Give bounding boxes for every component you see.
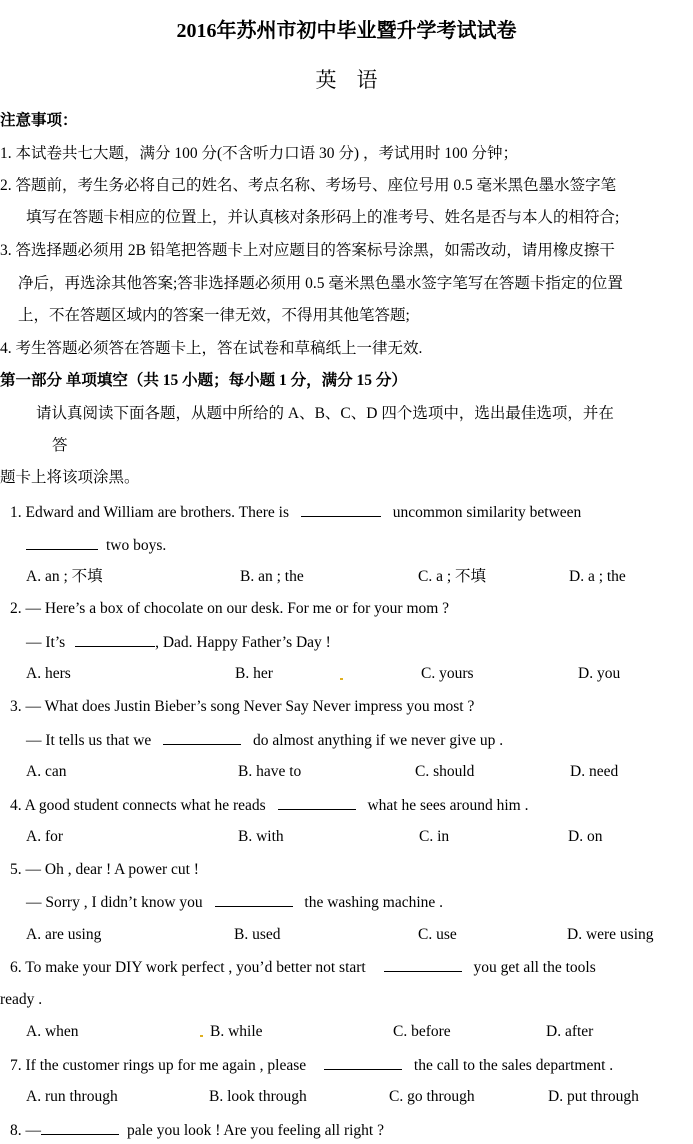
question-6-text-b: you get all the tools [473, 959, 596, 976]
answer-blank [163, 729, 241, 745]
question-3-option-b: B. have to [238, 763, 302, 780]
question-2-line-1: 2. — Here’s a box of chocolate on our desk. For me or for your mom ? [10, 600, 450, 617]
part1-instruction-line-2: 答 [52, 437, 68, 454]
question-1-option-b: B. an ; the [240, 568, 304, 585]
note-2-line-2: 填写在答题卡相应的位置上，并认真核对条形码上的准考号、姓名是否与本人的相符合; [26, 209, 620, 226]
answer-blank [301, 501, 381, 517]
question-5-text-b: the washing machine . [304, 894, 444, 911]
question-2-text-a: — It’s [26, 634, 66, 651]
question-6-line-1 [10, 956, 596, 979]
question-2-option-d: D. you [578, 665, 621, 682]
answer-blank [384, 956, 462, 972]
notes-heading: 注意事项： [0, 112, 78, 129]
part1-instruction-line-3: 题卡上将该项涂黑。 [0, 469, 140, 486]
question-7-text-b: the call to the sales department . [413, 1057, 614, 1074]
question-3-line-1: 3. — What does Justin Bieber’s song Never Say Never impress you most ? [10, 698, 475, 715]
question-6-option-d: D. after [546, 1023, 594, 1040]
question-7-option-c: C. go through [389, 1088, 475, 1105]
answer-blank [215, 891, 293, 907]
question-7-option-b: B. look through [209, 1088, 307, 1105]
question-7-option-d: D. put through [548, 1088, 639, 1105]
question-3-option-a: A. can [26, 763, 67, 780]
answer-blank [41, 1119, 119, 1135]
question-1-line-2 [26, 534, 166, 557]
scan-speck [200, 1035, 203, 1037]
note-3-line-1: 3. 答选择题必须用 2B 铅笔把答题卡上对应题目的答案标号涂黑，如需改动，请用橡皮擦干 [0, 242, 615, 259]
note-3-line-2: 净后，再选涂其他答案;答非选择题必须用 0.5 毫米黑色墨水签字笔写在答题卡指定的位置 [18, 275, 623, 292]
question-4-option-a: A. for [26, 828, 64, 845]
question-7-line-1 [10, 1054, 613, 1077]
answer-blank [324, 1054, 402, 1070]
question-6-text-a: 6. To make your DIY work perfect , you’d better not start [10, 959, 366, 976]
question-2-option-b: B. her [235, 665, 273, 682]
note-1: 1. 本试卷共七大题，满分 100 分(不含听力口语 30 分) ，考试用时 100 分钟； [0, 145, 518, 162]
question-8-text-b: pale you look ! Are you feeling all right ? [127, 1122, 384, 1139]
answer-blank [26, 534, 98, 550]
question-2-option-a: A. hers [26, 665, 71, 682]
question-6-option-c: C. before [393, 1023, 451, 1040]
question-1-line-1 [10, 501, 581, 524]
question-3-text-a: — It tells us that we [26, 732, 152, 749]
question-1-option-d: D. a ; the [569, 568, 626, 585]
question-7-text-a: 7. If the customer rings up for me again , please [10, 1057, 307, 1074]
question-5-option-a: A. are using [26, 926, 102, 943]
question-4-line-1 [10, 794, 528, 817]
question-5-option-b: B. used [234, 926, 281, 943]
note-4: 4. 考生答题必须答在答题卡上，答在试卷和草稿纸上一律无效. [0, 340, 423, 357]
question-3-text-b: do almost anything if we never give up . [253, 732, 504, 749]
note-2-line-1: 2. 答题前，考生务必将自己的姓名、考点名称、考场号、座位号用 0.5 毫米黑色墨水签字笔 [0, 177, 617, 194]
answer-blank [75, 631, 155, 647]
part1-heading: 第一部分 单项填空（共 15 小题；每小题 1 分，满分 15 分） [0, 372, 407, 389]
note-3-line-3: 上，不在答题区域内的答案一律无效，不得用其他笔答题; [18, 307, 410, 324]
question-3-option-c: C. should [415, 763, 475, 780]
question-5-line-2 [26, 891, 443, 914]
exam-title: 2016年苏州市初中毕业暨升学考试试卷 [176, 20, 517, 42]
question-6-line-2: ready . [0, 991, 43, 1008]
question-1-text-a: 1. Edward and William are brothers. There is [10, 504, 290, 521]
question-4-option-b: B. with [238, 828, 284, 845]
question-4-text-a: 4. A good student connects what he reads [10, 797, 266, 814]
question-4-option-d: D. on [568, 828, 603, 845]
question-4-text-b: what he sees around him . [367, 797, 529, 814]
question-5-option-c: C. use [418, 926, 457, 943]
question-8-line-1 [10, 1119, 384, 1142]
question-2-text-b: , Dad. Happy Father’s Day ! [155, 634, 331, 651]
question-5-text-a: — Sorry , I didn’t know you [26, 894, 203, 911]
question-6-option-a: A. when [26, 1023, 79, 1040]
question-1-option-a: A. an ; 不填 [26, 568, 103, 585]
question-2-line-2 [26, 631, 331, 654]
question-4-option-c: C. in [419, 828, 450, 845]
part1-instruction-line-1: 请认真阅读下面各题，从题中所给的 A、B、C、D 四个选项中，选出最佳选项，并在 [36, 405, 614, 422]
scan-speck [340, 678, 343, 680]
question-6-option-b: B. while [210, 1023, 263, 1040]
question-2-option-c: C. yours [421, 665, 474, 682]
question-5-option-d: D. were using [567, 926, 654, 943]
exam-subject: 英语 [315, 68, 398, 92]
question-1-text-c: two boys. [106, 537, 167, 554]
question-3-line-2 [26, 729, 503, 752]
answer-blank [278, 794, 356, 810]
question-5-line-1: 5. — Oh , dear ! A power cut ! [10, 861, 199, 878]
question-3-option-d: D. need [570, 763, 619, 780]
question-7-option-a: A. run through [26, 1088, 118, 1105]
question-8-text-a: 8. — [10, 1122, 41, 1139]
question-1-option-c: C. a ; 不填 [418, 568, 487, 585]
question-1-text-b: uncommon similarity between [392, 504, 582, 521]
